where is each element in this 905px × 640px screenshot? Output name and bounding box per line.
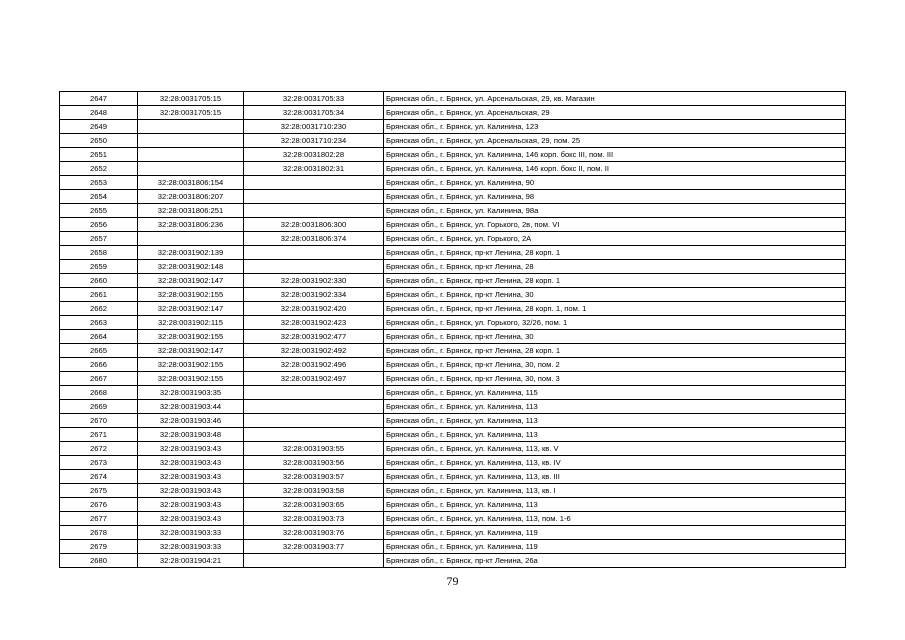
address-cell: Брянская обл., г. Брянск, ул. Калинина, 113, кв. III bbox=[384, 470, 846, 484]
row-number-cell: 2647 bbox=[60, 92, 138, 106]
cadastral-number-cell: 32:28:0031903:43 bbox=[138, 484, 244, 498]
address-cell: Брянская обл., г. Брянск, ул. Калинина, 119 bbox=[384, 526, 846, 540]
address-cell: Брянская обл., г. Брянск, пр-кт Ленина, 26а bbox=[384, 554, 846, 568]
object-cadastral-number-cell: 32:28:0031903:76 bbox=[244, 526, 384, 540]
object-cadastral-number-cell: 32:28:0031802:28 bbox=[244, 148, 384, 162]
address-cell: Брянская обл., г. Брянск, пр-кт Ленина, 30 bbox=[384, 288, 846, 302]
address-cell: Брянская обл., г. Брянск, пр-кт Ленина, 28 корп. 1 bbox=[384, 344, 846, 358]
row-number-cell: 2678 bbox=[60, 526, 138, 540]
address-cell: Брянская обл., г. Брянск, ул. Арсенальская, 29 bbox=[384, 106, 846, 120]
object-cadastral-number-cell: 32:28:0031903:56 bbox=[244, 456, 384, 470]
page-number: 79 bbox=[446, 574, 459, 588]
cadastral-number-cell bbox=[138, 120, 244, 134]
row-number-cell: 2648 bbox=[60, 106, 138, 120]
table-row bbox=[60, 246, 846, 260]
cadastral-number-cell: 32:28:0031903:43 bbox=[138, 512, 244, 526]
table-row bbox=[60, 120, 846, 134]
cadastral-number-cell: 32:28:0031705:15 bbox=[138, 92, 244, 106]
table-row bbox=[60, 204, 846, 218]
object-cadastral-number-cell bbox=[244, 246, 384, 260]
cadastral-number-cell: 32:28:0031806:236 bbox=[138, 218, 244, 232]
cadastral-number-cell: 32:28:0031903:44 bbox=[138, 400, 244, 414]
address-cell: Брянская обл., г. Брянск, ул. Калинина, 90 bbox=[384, 176, 846, 190]
table-row bbox=[60, 260, 846, 274]
object-cadastral-number-cell bbox=[244, 204, 384, 218]
row-number-cell: 2662 bbox=[60, 302, 138, 316]
cadastral-number-cell: 32:28:0031903:33 bbox=[138, 526, 244, 540]
table-row bbox=[60, 92, 846, 106]
row-number-cell: 2677 bbox=[60, 512, 138, 526]
address-cell: Брянская обл., г. Брянск, пр-кт Ленина, 28 bbox=[384, 260, 846, 274]
row-number-cell: 2680 bbox=[60, 554, 138, 568]
object-cadastral-number-cell: 32:28:0031710:230 bbox=[244, 120, 384, 134]
table-row bbox=[60, 554, 846, 568]
object-cadastral-number-cell: 32:28:0031903:57 bbox=[244, 470, 384, 484]
row-number-cell: 2665 bbox=[60, 344, 138, 358]
object-cadastral-number-cell: 32:28:0031806:374 bbox=[244, 232, 384, 246]
address-cell: Брянская обл., г. Брянск, пр-кт Ленина, 28 корп. 1 bbox=[384, 274, 846, 288]
object-cadastral-number-cell bbox=[244, 386, 384, 400]
cadastral-number-cell: 32:28:0031902:148 bbox=[138, 260, 244, 274]
address-cell: Брянская обл., г. Брянск, ул. Арсенальская, 29, пом. 25 bbox=[384, 134, 846, 148]
cadastral-number-cell: 32:28:0031902:147 bbox=[138, 344, 244, 358]
object-cadastral-number-cell: 32:28:0031902:492 bbox=[244, 344, 384, 358]
object-cadastral-number-cell bbox=[244, 176, 384, 190]
address-cell: Брянская обл., г. Брянск, ул. Калинина, 113 bbox=[384, 428, 846, 442]
row-number-cell: 2660 bbox=[60, 274, 138, 288]
cadastral-number-cell bbox=[138, 134, 244, 148]
row-number-cell: 2650 bbox=[60, 134, 138, 148]
row-number-cell: 2666 bbox=[60, 358, 138, 372]
object-cadastral-number-cell: 32:28:0031806:300 bbox=[244, 218, 384, 232]
cadastral-number-cell: 32:28:0031902:147 bbox=[138, 274, 244, 288]
registry-table-body bbox=[60, 92, 846, 568]
table-row bbox=[60, 372, 846, 386]
row-number-cell: 2675 bbox=[60, 484, 138, 498]
cadastral-number-cell: 32:28:0031903:43 bbox=[138, 470, 244, 484]
cadastral-number-cell: 32:28:0031902:155 bbox=[138, 288, 244, 302]
table-row bbox=[60, 512, 846, 526]
address-cell: Брянская обл., г. Брянск, ул. Калинина, 115 bbox=[384, 386, 846, 400]
object-cadastral-number-cell: 32:28:0031902:477 bbox=[244, 330, 384, 344]
cadastral-number-cell bbox=[138, 148, 244, 162]
row-number-cell: 2663 bbox=[60, 316, 138, 330]
object-cadastral-number-cell bbox=[244, 260, 384, 274]
cadastral-number-cell: 32:28:0031903:48 bbox=[138, 428, 244, 442]
table-row bbox=[60, 148, 846, 162]
table-row bbox=[60, 288, 846, 302]
cadastral-number-cell: 32:28:0031806:207 bbox=[138, 190, 244, 204]
cadastral-number-cell bbox=[138, 232, 244, 246]
object-cadastral-number-cell bbox=[244, 554, 384, 568]
row-number-cell: 2672 bbox=[60, 442, 138, 456]
row-number-cell: 2661 bbox=[60, 288, 138, 302]
cadastral-number-cell: 32:28:0031903:46 bbox=[138, 414, 244, 428]
row-number-cell: 2664 bbox=[60, 330, 138, 344]
table-row bbox=[60, 442, 846, 456]
cadastral-number-cell: 32:28:0031806:251 bbox=[138, 204, 244, 218]
row-number-cell: 2657 bbox=[60, 232, 138, 246]
table-row bbox=[60, 456, 846, 470]
cadastral-number-cell: 32:28:0031904:21 bbox=[138, 554, 244, 568]
address-cell: Брянская обл., г. Брянск, ул. Калинина, 146 корп. бокс III, пом. III bbox=[384, 148, 846, 162]
address-cell: Брянская обл., г. Брянск, пр-кт Ленина, 30, пом. 2 bbox=[384, 358, 846, 372]
address-cell: Брянская обл., г. Брянск, ул. Калинина, 119 bbox=[384, 540, 846, 554]
address-cell: Брянская обл., г. Брянск, ул. Калинина, 146 корп. бокс II, пом. II bbox=[384, 162, 846, 176]
address-cell: Брянская обл., г. Брянск, ул. Горького, 2А bbox=[384, 232, 846, 246]
object-cadastral-number-cell: 32:28:0031903:58 bbox=[244, 484, 384, 498]
address-cell: Брянская обл., г. Брянск, пр-кт Ленина, 28 корп. 1, пом. 1 bbox=[384, 302, 846, 316]
table-row bbox=[60, 358, 846, 372]
table-row bbox=[60, 162, 846, 176]
cadastral-number-cell bbox=[138, 162, 244, 176]
table-row bbox=[60, 190, 846, 204]
address-cell: Брянская обл., г. Брянск, ул. Калинина, 113, кв. I bbox=[384, 484, 846, 498]
address-cell: Брянская обл., г. Брянск, ул. Калинина, 98а bbox=[384, 204, 846, 218]
table-row bbox=[60, 526, 846, 540]
row-number-cell: 2669 bbox=[60, 400, 138, 414]
object-cadastral-number-cell: 32:28:0031903:73 bbox=[244, 512, 384, 526]
table-row bbox=[60, 428, 846, 442]
cadastral-number-cell: 32:28:0031902:139 bbox=[138, 246, 244, 260]
table-row bbox=[60, 176, 846, 190]
table-row bbox=[60, 498, 846, 512]
row-number-cell: 2668 bbox=[60, 386, 138, 400]
cadastral-number-cell: 32:28:0031903:43 bbox=[138, 498, 244, 512]
table-row bbox=[60, 232, 846, 246]
table-row bbox=[60, 274, 846, 288]
row-number-cell: 2658 bbox=[60, 246, 138, 260]
object-cadastral-number-cell: 32:28:0031902:496 bbox=[244, 358, 384, 372]
row-number-cell: 2649 bbox=[60, 120, 138, 134]
row-number-cell: 2671 bbox=[60, 428, 138, 442]
cadastral-number-cell: 32:28:0031902:115 bbox=[138, 316, 244, 330]
address-cell: Брянская обл., г. Брянск, пр-кт Ленина, 28 корп. 1 bbox=[384, 246, 846, 260]
registry-table bbox=[59, 91, 846, 568]
object-cadastral-number-cell: 32:28:0031903:77 bbox=[244, 540, 384, 554]
table-row bbox=[60, 218, 846, 232]
address-cell: Брянская обл., г. Брянск, ул. Калинина, 113, кв. V bbox=[384, 442, 846, 456]
address-cell: Брянская обл., г. Брянск, ул. Калинина, 98 bbox=[384, 190, 846, 204]
row-number-cell: 2654 bbox=[60, 190, 138, 204]
object-cadastral-number-cell: 32:28:0031705:33 bbox=[244, 92, 384, 106]
row-number-cell: 2656 bbox=[60, 218, 138, 232]
table-row bbox=[60, 386, 846, 400]
row-number-cell: 2673 bbox=[60, 456, 138, 470]
cadastral-number-cell: 32:28:0031806:154 bbox=[138, 176, 244, 190]
object-cadastral-number-cell bbox=[244, 428, 384, 442]
object-cadastral-number-cell: 32:28:0031710:234 bbox=[244, 134, 384, 148]
object-cadastral-number-cell: 32:28:0031902:334 bbox=[244, 288, 384, 302]
object-cadastral-number-cell: 32:28:0031802:31 bbox=[244, 162, 384, 176]
cadastral-number-cell: 32:28:0031903:33 bbox=[138, 540, 244, 554]
row-number-cell: 2652 bbox=[60, 162, 138, 176]
row-number-cell: 2674 bbox=[60, 470, 138, 484]
table-row bbox=[60, 484, 846, 498]
table-row bbox=[60, 106, 846, 120]
table-row bbox=[60, 400, 846, 414]
table-row bbox=[60, 540, 846, 554]
table-row bbox=[60, 330, 846, 344]
cadastral-number-cell: 32:28:0031903:43 bbox=[138, 442, 244, 456]
address-cell: Брянская обл., г. Брянск, ул. Калинина, 113, кв. IV bbox=[384, 456, 846, 470]
cadastral-number-cell: 32:28:0031903:35 bbox=[138, 386, 244, 400]
row-number-cell: 2670 bbox=[60, 414, 138, 428]
cadastral-number-cell: 32:28:0031902:147 bbox=[138, 302, 244, 316]
table-row bbox=[60, 302, 846, 316]
address-cell: Брянская обл., г. Брянск, ул. Калинина, 113 bbox=[384, 400, 846, 414]
address-cell: Брянская обл., г. Брянск, пр-кт Ленина, 30 bbox=[384, 330, 846, 344]
object-cadastral-number-cell: 32:28:0031902:423 bbox=[244, 316, 384, 330]
cadastral-number-cell: 32:28:0031902:155 bbox=[138, 330, 244, 344]
object-cadastral-number-cell: 32:28:0031902:497 bbox=[244, 372, 384, 386]
table-row bbox=[60, 414, 846, 428]
object-cadastral-number-cell bbox=[244, 190, 384, 204]
table-row bbox=[60, 344, 846, 358]
address-cell: Брянская обл., г. Брянск, ул. Калинина, 113 bbox=[384, 414, 846, 428]
table-row bbox=[60, 470, 846, 484]
table-row bbox=[60, 134, 846, 148]
row-number-cell: 2679 bbox=[60, 540, 138, 554]
address-cell: Брянская обл., г. Брянск, ул. Горького, 32/26, пом. 1 bbox=[384, 316, 846, 330]
cadastral-number-cell: 32:28:0031903:43 bbox=[138, 456, 244, 470]
address-cell: Брянская обл., г. Брянск, ул. Калинина, 113, пом. 1-6 bbox=[384, 512, 846, 526]
object-cadastral-number-cell bbox=[244, 414, 384, 428]
address-cell: Брянская обл., г. Брянск, ул. Горького, 2в, пом. VI bbox=[384, 218, 846, 232]
row-number-cell: 2676 bbox=[60, 498, 138, 512]
object-cadastral-number-cell: 32:28:0031902:330 bbox=[244, 274, 384, 288]
object-cadastral-number-cell: 32:28:0031705:34 bbox=[244, 106, 384, 120]
cadastral-number-cell: 32:28:0031705:15 bbox=[138, 106, 244, 120]
address-cell: Брянская обл., г. Брянск, ул. Калинина, 123 bbox=[384, 120, 846, 134]
address-cell: Брянская обл., г. Брянск, ул. Калинина, 113 bbox=[384, 498, 846, 512]
object-cadastral-number-cell bbox=[244, 400, 384, 414]
row-number-cell: 2659 bbox=[60, 260, 138, 274]
cadastral-number-cell: 32:28:0031902:155 bbox=[138, 358, 244, 372]
address-cell: Брянская обл., г. Брянск, пр-кт Ленина, 30, пом. 3 bbox=[384, 372, 846, 386]
row-number-cell: 2653 bbox=[60, 176, 138, 190]
row-number-cell: 2651 bbox=[60, 148, 138, 162]
object-cadastral-number-cell: 32:28:0031903:55 bbox=[244, 442, 384, 456]
address-cell: Брянская обл., г. Брянск, ул. Арсенальская, 29, кв. Магазин bbox=[384, 92, 846, 106]
table-row bbox=[60, 316, 846, 330]
row-number-cell: 2667 bbox=[60, 372, 138, 386]
cadastral-number-cell: 32:28:0031902:155 bbox=[138, 372, 244, 386]
object-cadastral-number-cell: 32:28:0031902:420 bbox=[244, 302, 384, 316]
object-cadastral-number-cell: 32:28:0031903:65 bbox=[244, 498, 384, 512]
row-number-cell: 2655 bbox=[60, 204, 138, 218]
